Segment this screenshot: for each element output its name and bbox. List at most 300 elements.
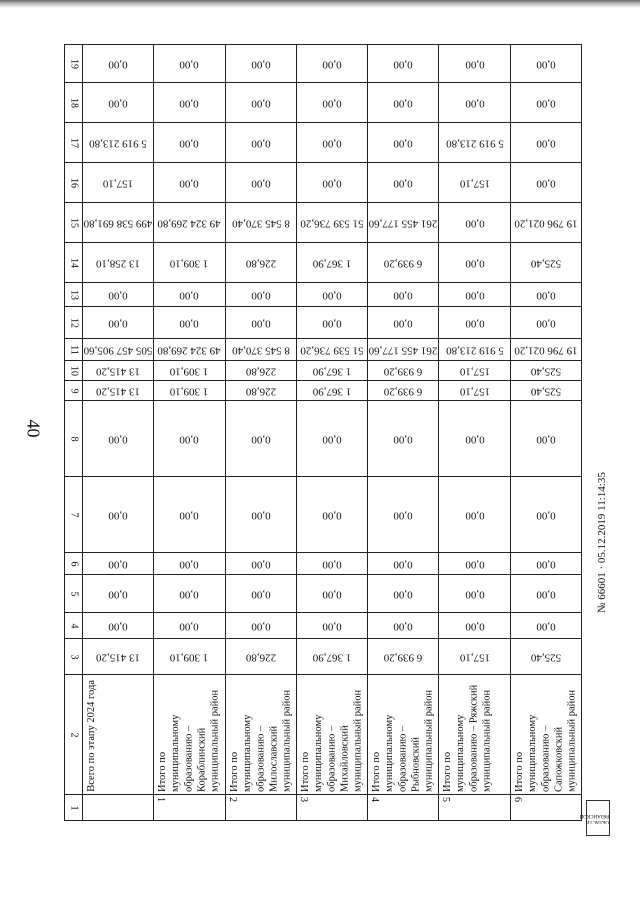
cell-value: 0,00	[179, 316, 200, 329]
data-table	[64, 44, 582, 821]
cell-value: 0,00	[322, 176, 342, 189]
cell-value: 1 367,90	[312, 384, 352, 397]
value-cell	[296, 243, 367, 283]
row-label: Итого по муниципальному образованию – Кораблинский муниципальный район	[157, 689, 221, 792]
cell-value: 0,00	[179, 57, 200, 70]
source-column-15	[65, 203, 582, 243]
cell-value: 157,10	[459, 364, 490, 377]
cell-value: 0,00	[322, 557, 342, 570]
value-cell	[439, 163, 510, 203]
cell-value: 0,00	[393, 316, 413, 329]
cell-value: 525,40	[530, 650, 561, 663]
cell-value: 0,00	[464, 96, 485, 109]
value-cell	[439, 575, 510, 613]
cell-value: 525,40	[530, 256, 561, 269]
source-column-1	[65, 795, 582, 821]
source-column-3	[65, 639, 582, 675]
page-number: 40	[23, 419, 44, 438]
value-cell	[510, 123, 581, 163]
column-number: 7	[68, 512, 79, 517]
cell-value: 0,00	[251, 288, 271, 301]
cell-value: 157,10	[103, 176, 134, 189]
cell-value: 0,00	[536, 288, 556, 301]
source-column-16	[65, 163, 582, 203]
cell-value: 0,00	[251, 316, 271, 329]
value-cell	[439, 339, 510, 361]
row-number-cell	[368, 795, 439, 821]
value-cell	[83, 361, 154, 381]
value-cell	[439, 361, 510, 381]
cell-value: 51 539 736,20	[300, 343, 364, 356]
value-cell	[439, 123, 510, 163]
cell-value: 0,00	[179, 96, 200, 109]
cell-value: 0,00	[251, 587, 271, 600]
row-number-cell	[296, 795, 367, 821]
value-cell	[439, 45, 510, 83]
cell-value: 0,00	[464, 587, 485, 600]
row-label: Итого по муниципальному образованию – Ряжский муниципальный район	[442, 684, 493, 792]
cell-value: 0,00	[251, 96, 271, 109]
cell-value: 0,00	[322, 136, 342, 149]
column-number: 5	[68, 591, 79, 596]
cell-value: 51 539 736,20	[300, 216, 364, 229]
cell-value: 1 309,10	[170, 364, 209, 377]
value-cell	[368, 123, 439, 163]
cell-value: 226,80	[245, 256, 276, 269]
source-column-11	[65, 339, 582, 361]
value-cell	[296, 401, 367, 477]
cell-value: 0,00	[251, 619, 271, 632]
row-label: Итого по муниципальному образованию – Милославский муниципальный район	[228, 689, 293, 792]
value-cell	[439, 401, 510, 477]
value-cell	[510, 639, 581, 675]
value-cell	[83, 553, 154, 575]
source-column-17	[65, 123, 582, 163]
value-cell	[296, 45, 367, 83]
cell-value: 0,00	[464, 57, 485, 70]
column-number-cell	[65, 361, 83, 381]
cell-value: 0,00	[464, 288, 485, 301]
cell-value: 0,00	[536, 176, 556, 189]
cell-value: 0,00	[179, 176, 200, 189]
column-number: 13	[68, 289, 79, 300]
source-column-6	[65, 553, 582, 575]
column-number: 17	[68, 137, 79, 148]
value-cell	[439, 477, 510, 553]
source-column-13	[65, 283, 582, 307]
cell-value: 8 545 370,40	[231, 216, 290, 229]
source-column-18	[65, 83, 582, 123]
cell-value: 13 415,20	[96, 384, 141, 397]
value-cell	[510, 283, 581, 307]
cell-value: 49 324 269,80	[157, 343, 222, 356]
cell-value: 0,00	[322, 288, 342, 301]
cell-value: 6 939,20	[384, 384, 423, 397]
cell-value: 0,00	[536, 316, 556, 329]
cell-value: 13 415,20	[96, 650, 141, 663]
column-number: 1	[68, 805, 79, 810]
value-cell	[368, 553, 439, 575]
value-cell	[368, 307, 439, 339]
value-cell	[154, 613, 225, 639]
cell-value: 0,00	[108, 508, 128, 521]
value-cell	[225, 283, 296, 307]
source-column-2	[65, 675, 582, 795]
cell-value: 1 367,90	[312, 256, 352, 269]
value-cell	[154, 123, 225, 163]
cell-value: 6 939,20	[384, 256, 423, 269]
value-cell	[368, 381, 439, 401]
source-column-5	[65, 575, 582, 613]
column-number-cell	[65, 613, 83, 639]
row-number: 1	[155, 797, 167, 802]
cell-value: 499 538 691,80	[83, 216, 153, 229]
row-number-cell	[225, 795, 296, 821]
cell-value: 0,00	[108, 57, 128, 70]
cell-value: 5 919 213,80	[445, 343, 504, 356]
cell-value: 0,00	[393, 176, 413, 189]
column-number: 9	[68, 388, 79, 393]
row-label-cell	[296, 675, 367, 795]
column-number: 6	[68, 561, 79, 566]
column-number-cell	[65, 283, 83, 307]
value-cell	[368, 283, 439, 307]
value-cell	[510, 83, 581, 123]
value-cell	[510, 401, 581, 477]
cell-value: 0,00	[108, 316, 128, 329]
column-number-cell	[65, 401, 83, 477]
value-cell	[296, 381, 367, 401]
cell-value: 0,00	[251, 432, 271, 445]
value-cell	[368, 361, 439, 381]
value-cell	[296, 613, 367, 639]
row-number-cell	[83, 795, 154, 821]
cell-value: 0,00	[536, 619, 556, 632]
source-column-8	[65, 401, 582, 477]
cell-value: 0,00	[464, 256, 485, 269]
row-label-cell	[154, 675, 225, 795]
value-cell	[225, 45, 296, 83]
cell-value: 0,00	[322, 619, 342, 632]
cell-value: 0,00	[322, 96, 342, 109]
value-cell	[154, 401, 225, 477]
column-number-cell	[65, 381, 83, 401]
cell-value: 0,00	[251, 176, 271, 189]
cell-value: 226,80	[245, 384, 276, 397]
value-cell	[225, 203, 296, 243]
cell-value: 1 309,10	[170, 650, 209, 663]
value-cell	[154, 553, 225, 575]
column-number-cell	[65, 243, 83, 283]
value-cell	[368, 639, 439, 675]
value-cell	[296, 163, 367, 203]
registration-text: № 66601 · 05.12.2019 11:14:35	[596, 472, 608, 613]
cell-value: 0,00	[179, 288, 200, 301]
data-table-wrap	[64, 44, 582, 820]
cell-value: 6 939,20	[384, 364, 423, 377]
value-cell	[510, 163, 581, 203]
value-cell	[83, 381, 154, 401]
row-label-cell	[368, 675, 439, 795]
cell-value: 0,00	[536, 508, 556, 521]
source-column-12	[65, 307, 582, 339]
cell-value: 0,00	[108, 432, 128, 445]
column-number: 2	[68, 732, 79, 737]
value-cell	[83, 203, 154, 243]
value-cell	[510, 203, 581, 243]
value-cell	[225, 553, 296, 575]
row-number: 2	[226, 797, 238, 802]
value-cell	[510, 477, 581, 553]
source-column-10	[65, 361, 582, 381]
cell-value: 0,00	[179, 136, 200, 149]
value-cell	[296, 639, 367, 675]
value-cell	[83, 283, 154, 307]
row-label: Итого по муниципальному образованию – Рыбновский муниципальный район	[371, 689, 435, 792]
value-cell	[83, 243, 154, 283]
value-cell	[296, 307, 367, 339]
value-cell	[510, 243, 581, 283]
cell-value: 0,00	[536, 136, 556, 149]
row-label-cell	[83, 675, 154, 795]
cell-value: 0,00	[536, 587, 556, 600]
value-cell	[83, 639, 154, 675]
cell-value: 5 919 213,80	[445, 136, 504, 149]
cell-value: 525,40	[530, 364, 561, 377]
cell-value: 0,00	[179, 557, 200, 570]
source-column-7	[65, 477, 582, 553]
cell-value: 226,80	[245, 650, 276, 663]
row-number-cell	[154, 795, 225, 821]
value-cell	[368, 163, 439, 203]
column-number-cell	[65, 307, 83, 339]
column-number: 3	[68, 654, 79, 659]
value-cell	[154, 163, 225, 203]
cell-value: 0,00	[108, 96, 128, 109]
value-cell	[439, 381, 510, 401]
stamp-line-1: РЯЗАНСКОЙ	[579, 813, 609, 818]
column-number-cell	[65, 123, 83, 163]
column-number: 18	[68, 97, 79, 108]
column-number-cell	[65, 477, 83, 553]
value-cell	[439, 243, 510, 283]
cell-value: 0,00	[179, 508, 200, 521]
scan-edge	[0, 0, 640, 8]
value-cell	[368, 613, 439, 639]
cell-value: 0,00	[322, 587, 342, 600]
cell-value: 1 309,10	[170, 384, 209, 397]
value-cell	[225, 307, 296, 339]
value-cell	[225, 381, 296, 401]
cell-value: 0,00	[251, 508, 271, 521]
value-cell	[296, 283, 367, 307]
column-number-cell	[65, 639, 83, 675]
cell-value: 0,00	[393, 288, 413, 301]
column-number-cell	[65, 203, 83, 243]
cell-value: 0,00	[393, 587, 413, 600]
value-cell	[154, 575, 225, 613]
value-cell	[510, 361, 581, 381]
cell-value: 0,00	[393, 508, 413, 521]
row-label-cell	[510, 675, 581, 795]
cell-value: 0,00	[464, 508, 485, 521]
value-cell	[225, 477, 296, 553]
cell-value: 0,00	[179, 587, 200, 600]
row-label: Всего по этапу 2024 года	[86, 680, 97, 792]
cell-value: 0,00	[108, 619, 128, 632]
value-cell	[83, 339, 154, 361]
row-number: 6	[511, 797, 523, 802]
value-cell	[225, 339, 296, 361]
cell-value: 157,10	[459, 650, 490, 663]
value-cell	[296, 203, 367, 243]
cell-value: 0,00	[393, 619, 413, 632]
column-number: 15	[68, 217, 79, 228]
cell-value: 1 367,90	[312, 650, 352, 663]
value-cell	[83, 401, 154, 477]
value-cell	[154, 203, 225, 243]
value-cell	[154, 477, 225, 553]
value-cell	[510, 381, 581, 401]
column-number: 12	[68, 317, 79, 328]
value-cell	[225, 83, 296, 123]
column-number: 8	[68, 436, 79, 441]
cell-value: 0,00	[108, 557, 128, 570]
value-cell	[225, 123, 296, 163]
value-cell	[225, 613, 296, 639]
cell-value: 261 455 177,60	[368, 216, 438, 229]
value-cell	[368, 401, 439, 477]
value-cell	[225, 639, 296, 675]
cell-value: 157,10	[459, 384, 490, 397]
value-cell	[296, 339, 367, 361]
column-number-cell	[65, 553, 83, 575]
source-column-19	[65, 45, 582, 83]
value-cell	[296, 477, 367, 553]
cell-value: 0,00	[464, 316, 485, 329]
value-cell	[225, 361, 296, 381]
value-cell	[368, 203, 439, 243]
value-cell	[439, 613, 510, 639]
column-number-cell	[65, 45, 83, 83]
value-cell	[154, 361, 225, 381]
cell-value: 0,00	[464, 216, 485, 229]
cell-value: 0,00	[251, 57, 271, 70]
cell-value: 261 455 177,60	[368, 343, 438, 356]
value-cell	[439, 283, 510, 307]
cell-value: 0,00	[251, 557, 271, 570]
value-cell	[296, 83, 367, 123]
row-number: 5	[440, 797, 452, 802]
column-number-cell	[65, 675, 83, 795]
cell-value: 0,00	[393, 136, 413, 149]
value-cell	[510, 45, 581, 83]
value-cell	[225, 163, 296, 203]
value-cell	[225, 575, 296, 613]
cell-value: 1 309,10	[170, 256, 209, 269]
value-cell	[510, 339, 581, 361]
cell-value: 6 939,20	[384, 650, 423, 663]
value-cell	[83, 163, 154, 203]
column-number: 16	[68, 177, 79, 188]
value-cell	[154, 83, 225, 123]
value-cell	[83, 45, 154, 83]
cell-value: 0,00	[108, 288, 128, 301]
value-cell	[83, 575, 154, 613]
cell-value: 19 796 021,20	[514, 343, 578, 356]
value-cell	[368, 339, 439, 361]
column-number-cell	[65, 575, 83, 613]
row-label-cell	[225, 675, 296, 795]
cell-value: 226,80	[245, 364, 276, 377]
cell-value: 0,00	[179, 619, 200, 632]
row-label-cell	[439, 675, 510, 795]
cell-value: 0,00	[464, 432, 485, 445]
cell-value: 0,00	[536, 432, 556, 445]
cell-value: 8 545 370,40	[231, 343, 290, 356]
cell-value: 5 919 213,80	[89, 136, 148, 149]
value-cell	[225, 401, 296, 477]
column-number-cell	[65, 795, 83, 821]
row-label: Итого по муниципальному образованию – Михайловский муниципальный район	[299, 689, 364, 792]
column-number: 19	[68, 58, 79, 69]
cell-value: 505 457 905,60	[83, 343, 153, 356]
cell-value: 0,00	[322, 316, 342, 329]
column-number-cell	[65, 83, 83, 123]
column-number: 4	[68, 623, 79, 628]
value-cell	[439, 203, 510, 243]
cell-value: 157,10	[459, 176, 490, 189]
value-cell	[296, 553, 367, 575]
value-cell	[296, 123, 367, 163]
cell-value: 0,00	[322, 57, 342, 70]
cell-value: 0,00	[393, 557, 413, 570]
value-cell	[154, 45, 225, 83]
column-number-cell	[65, 163, 83, 203]
value-cell	[296, 575, 367, 613]
cell-value: 0,00	[251, 136, 271, 149]
value-cell	[154, 639, 225, 675]
cell-value: 0,00	[393, 96, 413, 109]
column-number: 10	[68, 365, 79, 376]
row-number-cell	[510, 795, 581, 821]
cell-value: 1 367,90	[312, 364, 352, 377]
cell-value: 0,00	[393, 432, 413, 445]
source-column-4	[65, 613, 582, 639]
row-number: 4	[369, 797, 381, 802]
value-cell	[83, 83, 154, 123]
value-cell	[154, 307, 225, 339]
value-cell	[154, 243, 225, 283]
row-number: 3	[297, 797, 309, 802]
value-cell	[439, 307, 510, 339]
source-column-9	[65, 381, 582, 401]
value-cell	[83, 307, 154, 339]
stamp-logo	[579, 800, 610, 836]
column-number: 11	[68, 344, 79, 355]
cell-value: 0,00	[464, 619, 485, 632]
column-number: 14	[68, 257, 79, 268]
source-column-14	[65, 243, 582, 283]
value-cell	[510, 575, 581, 613]
cell-value: 0,00	[536, 96, 556, 109]
stamp-line-2: ОБЛАСТИ	[585, 819, 609, 824]
value-cell	[510, 307, 581, 339]
cell-value: 0,00	[108, 587, 128, 600]
value-cell	[439, 639, 510, 675]
cell-value: 13 258,10	[96, 256, 141, 269]
value-cell	[439, 553, 510, 575]
